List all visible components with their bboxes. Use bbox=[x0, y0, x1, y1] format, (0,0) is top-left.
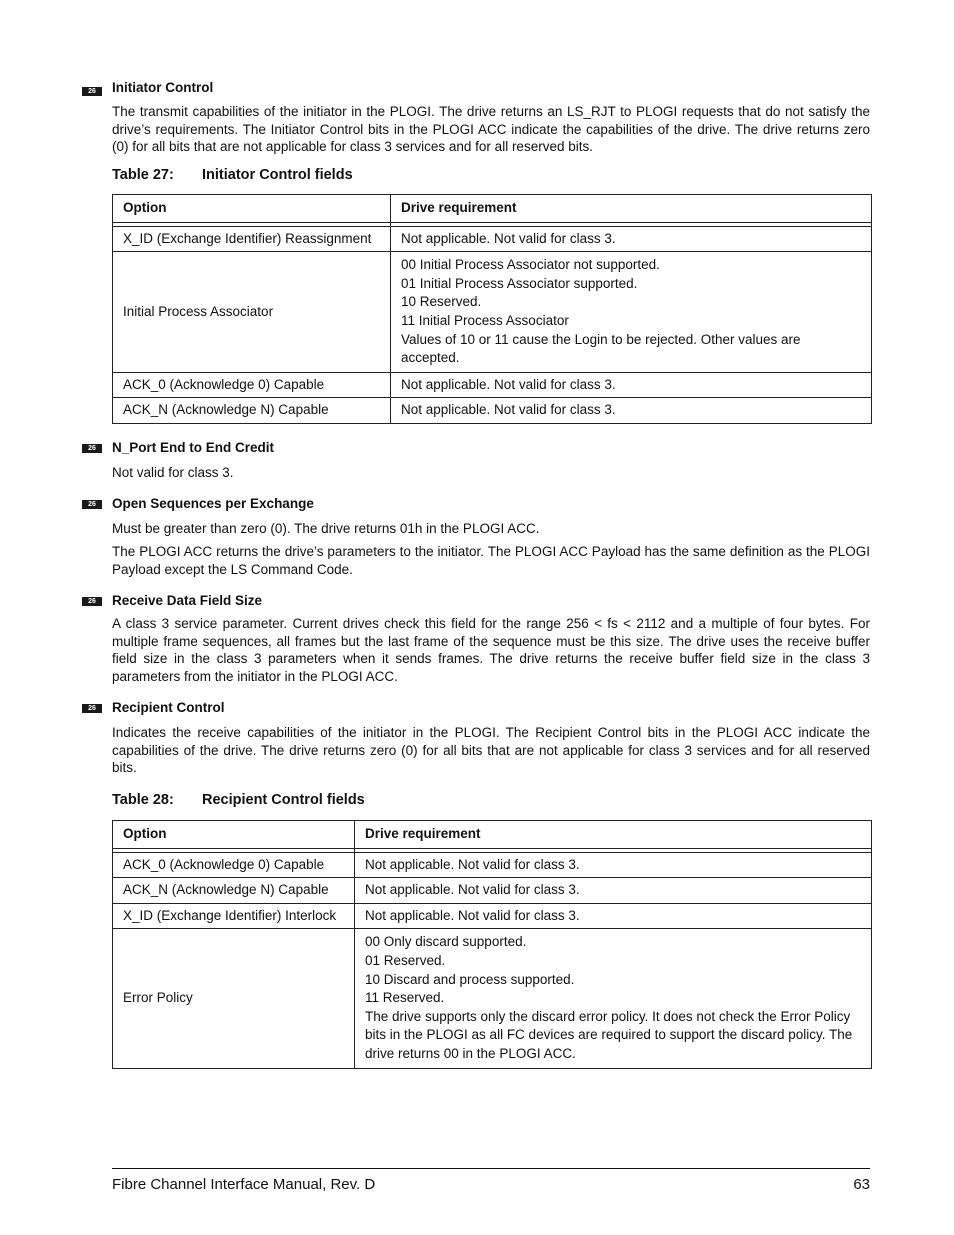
requirement-cell: Not applicable. Not valid for class 3. bbox=[355, 852, 872, 878]
footer-rule bbox=[112, 1168, 870, 1169]
requirement-line: 11 Initial Process Associator bbox=[401, 312, 569, 328]
section-heading-nport-credit: N_Port End to End Credit bbox=[112, 440, 274, 455]
section-heading-recipient-control: Recipient Control bbox=[112, 700, 225, 715]
option-cell: Initial Process Associator bbox=[113, 252, 391, 373]
section-heading-open-sequences: Open Sequences per Exchange bbox=[112, 496, 314, 511]
table-row bbox=[113, 226, 872, 252]
option-cell: Error Policy bbox=[113, 929, 355, 1068]
requirement-cell: Not applicable. Not valid for class 3. bbox=[391, 226, 872, 252]
requirement-cell bbox=[391, 252, 872, 373]
table-number: Table 27: bbox=[112, 167, 174, 183]
column-header-option: Option bbox=[113, 821, 355, 849]
option-cell: ACK_0 (Acknowledge 0) Capable bbox=[113, 852, 355, 878]
table-title: Initiator Control fields bbox=[202, 167, 353, 183]
table-row bbox=[113, 398, 872, 424]
table-header-row bbox=[113, 821, 872, 849]
option-cell: X_ID (Exchange Identifier) Reassignment bbox=[113, 226, 391, 252]
requirement-line: 10 Discard and process supported. bbox=[365, 971, 575, 987]
table-caption bbox=[112, 166, 353, 184]
paragraph: A class 3 service parameter. Current drives check this field for the range 256 < fs < 2112 and a multiple of four bytes. For multiple frame sequences, all frames but the last frame of the sequence must be this size. The drive uses the receive buffer field size in the class 3 parameters when it sends frames. The drive returns the receive buffer field size in the class 3 parameters from the initiator in the PLOGI ACC. bbox=[112, 616, 870, 684]
requirement-line: Values of 10 or 11 cause the Login to be rejected. Other values are accepted. bbox=[401, 331, 801, 366]
table-row bbox=[113, 852, 872, 878]
table-row bbox=[113, 929, 872, 1068]
table-title: Recipient Control fields bbox=[202, 792, 365, 808]
requirement-line: 00 Initial Process Associator not supported. bbox=[401, 257, 660, 273]
section-heading-receive-data-field-size: Receive Data Field Size bbox=[112, 593, 263, 608]
section-heading-initiator-control: Initiator Control bbox=[112, 80, 214, 95]
section-badge: 26 bbox=[82, 704, 102, 713]
section-badge: 26 bbox=[82, 444, 102, 453]
option-cell: ACK_N (Acknowledge N) Capable bbox=[113, 398, 391, 424]
section-badge: 26 bbox=[82, 500, 102, 509]
requirement-cell: Not applicable. Not valid for class 3. bbox=[391, 372, 872, 398]
column-header-option: Option bbox=[113, 195, 391, 223]
column-header-drive-requirement: Drive requirement bbox=[391, 195, 872, 223]
requirement-line: 11 Reserved. bbox=[365, 990, 445, 1006]
requirement-line: 00 Only discard supported. bbox=[365, 934, 527, 950]
table-caption bbox=[112, 791, 365, 809]
requirement-cell bbox=[355, 929, 872, 1068]
paragraph: Must be greater than zero (0). The drive returns 01h in the PLOGI ACC. bbox=[112, 521, 540, 536]
requirement-line: 10 Reserved. bbox=[401, 294, 482, 310]
option-cell: X_ID (Exchange Identifier) Interlock bbox=[113, 903, 355, 929]
table-row bbox=[113, 878, 872, 904]
initiator-control-table bbox=[112, 194, 872, 424]
table-number: Table 28: bbox=[112, 792, 174, 808]
table-row bbox=[113, 903, 872, 929]
footer-title: Fibre Channel Interface Manual, Rev. D bbox=[112, 1176, 376, 1193]
requirement-cell: Not applicable. Not valid for class 3. bbox=[355, 903, 872, 929]
table-row bbox=[113, 372, 872, 398]
paragraph: The PLOGI ACC returns the drive’s parameters to the initiator. The PLOGI ACC Payload has the same definition as the PLOGI Payload except the LS Command Code. bbox=[112, 544, 870, 577]
requirement-cell: Not applicable. Not valid for class 3. bbox=[355, 878, 872, 904]
option-cell: ACK_0 (Acknowledge 0) Capable bbox=[113, 372, 391, 398]
option-cell: ACK_N (Acknowledge N) Capable bbox=[113, 878, 355, 904]
paragraph: Not valid for class 3. bbox=[112, 465, 234, 480]
recipient-control-table bbox=[112, 820, 872, 1069]
column-header-drive-requirement: Drive requirement bbox=[355, 821, 872, 849]
page-number: 63 bbox=[853, 1176, 870, 1193]
section-badge: 26 bbox=[82, 87, 102, 96]
requirement-line: 01 Initial Process Associator supported. bbox=[401, 275, 638, 291]
requirement-cell: Not applicable. Not valid for class 3. bbox=[391, 398, 872, 424]
table-header-row bbox=[113, 195, 872, 223]
section-badge: 26 bbox=[82, 597, 102, 606]
paragraph: The transmit capabilities of the initiator in the PLOGI. The drive returns an LS_RJT to PLOGI requests that do not satisfy the drive’s requirements. The Initiator Control bits in the PLOGI ACC indicate the capabilities of the drive. The drive returns zero (0) for all bits that are not applicable for class 3 services and for all reserved bits. bbox=[112, 104, 870, 154]
paragraph: Indicates the receive capabilities of the initiator in the PLOGI. The Recipient Control bits in the PLOGI ACC indicate the capabilities of the drive. The drive returns zero (0) for all bits that are not applicable for class 3 services and for all reserved bits. bbox=[112, 725, 870, 775]
table-row bbox=[113, 252, 872, 373]
requirement-line: 01 Reserved. bbox=[365, 952, 446, 968]
requirement-line: The drive supports only the discard error policy. It does not check the Error Policy bits in the PLOGI as all FC devices are required to support the discard policy. The drive returns 00 in the PLOGI ACC. bbox=[365, 1008, 853, 1061]
